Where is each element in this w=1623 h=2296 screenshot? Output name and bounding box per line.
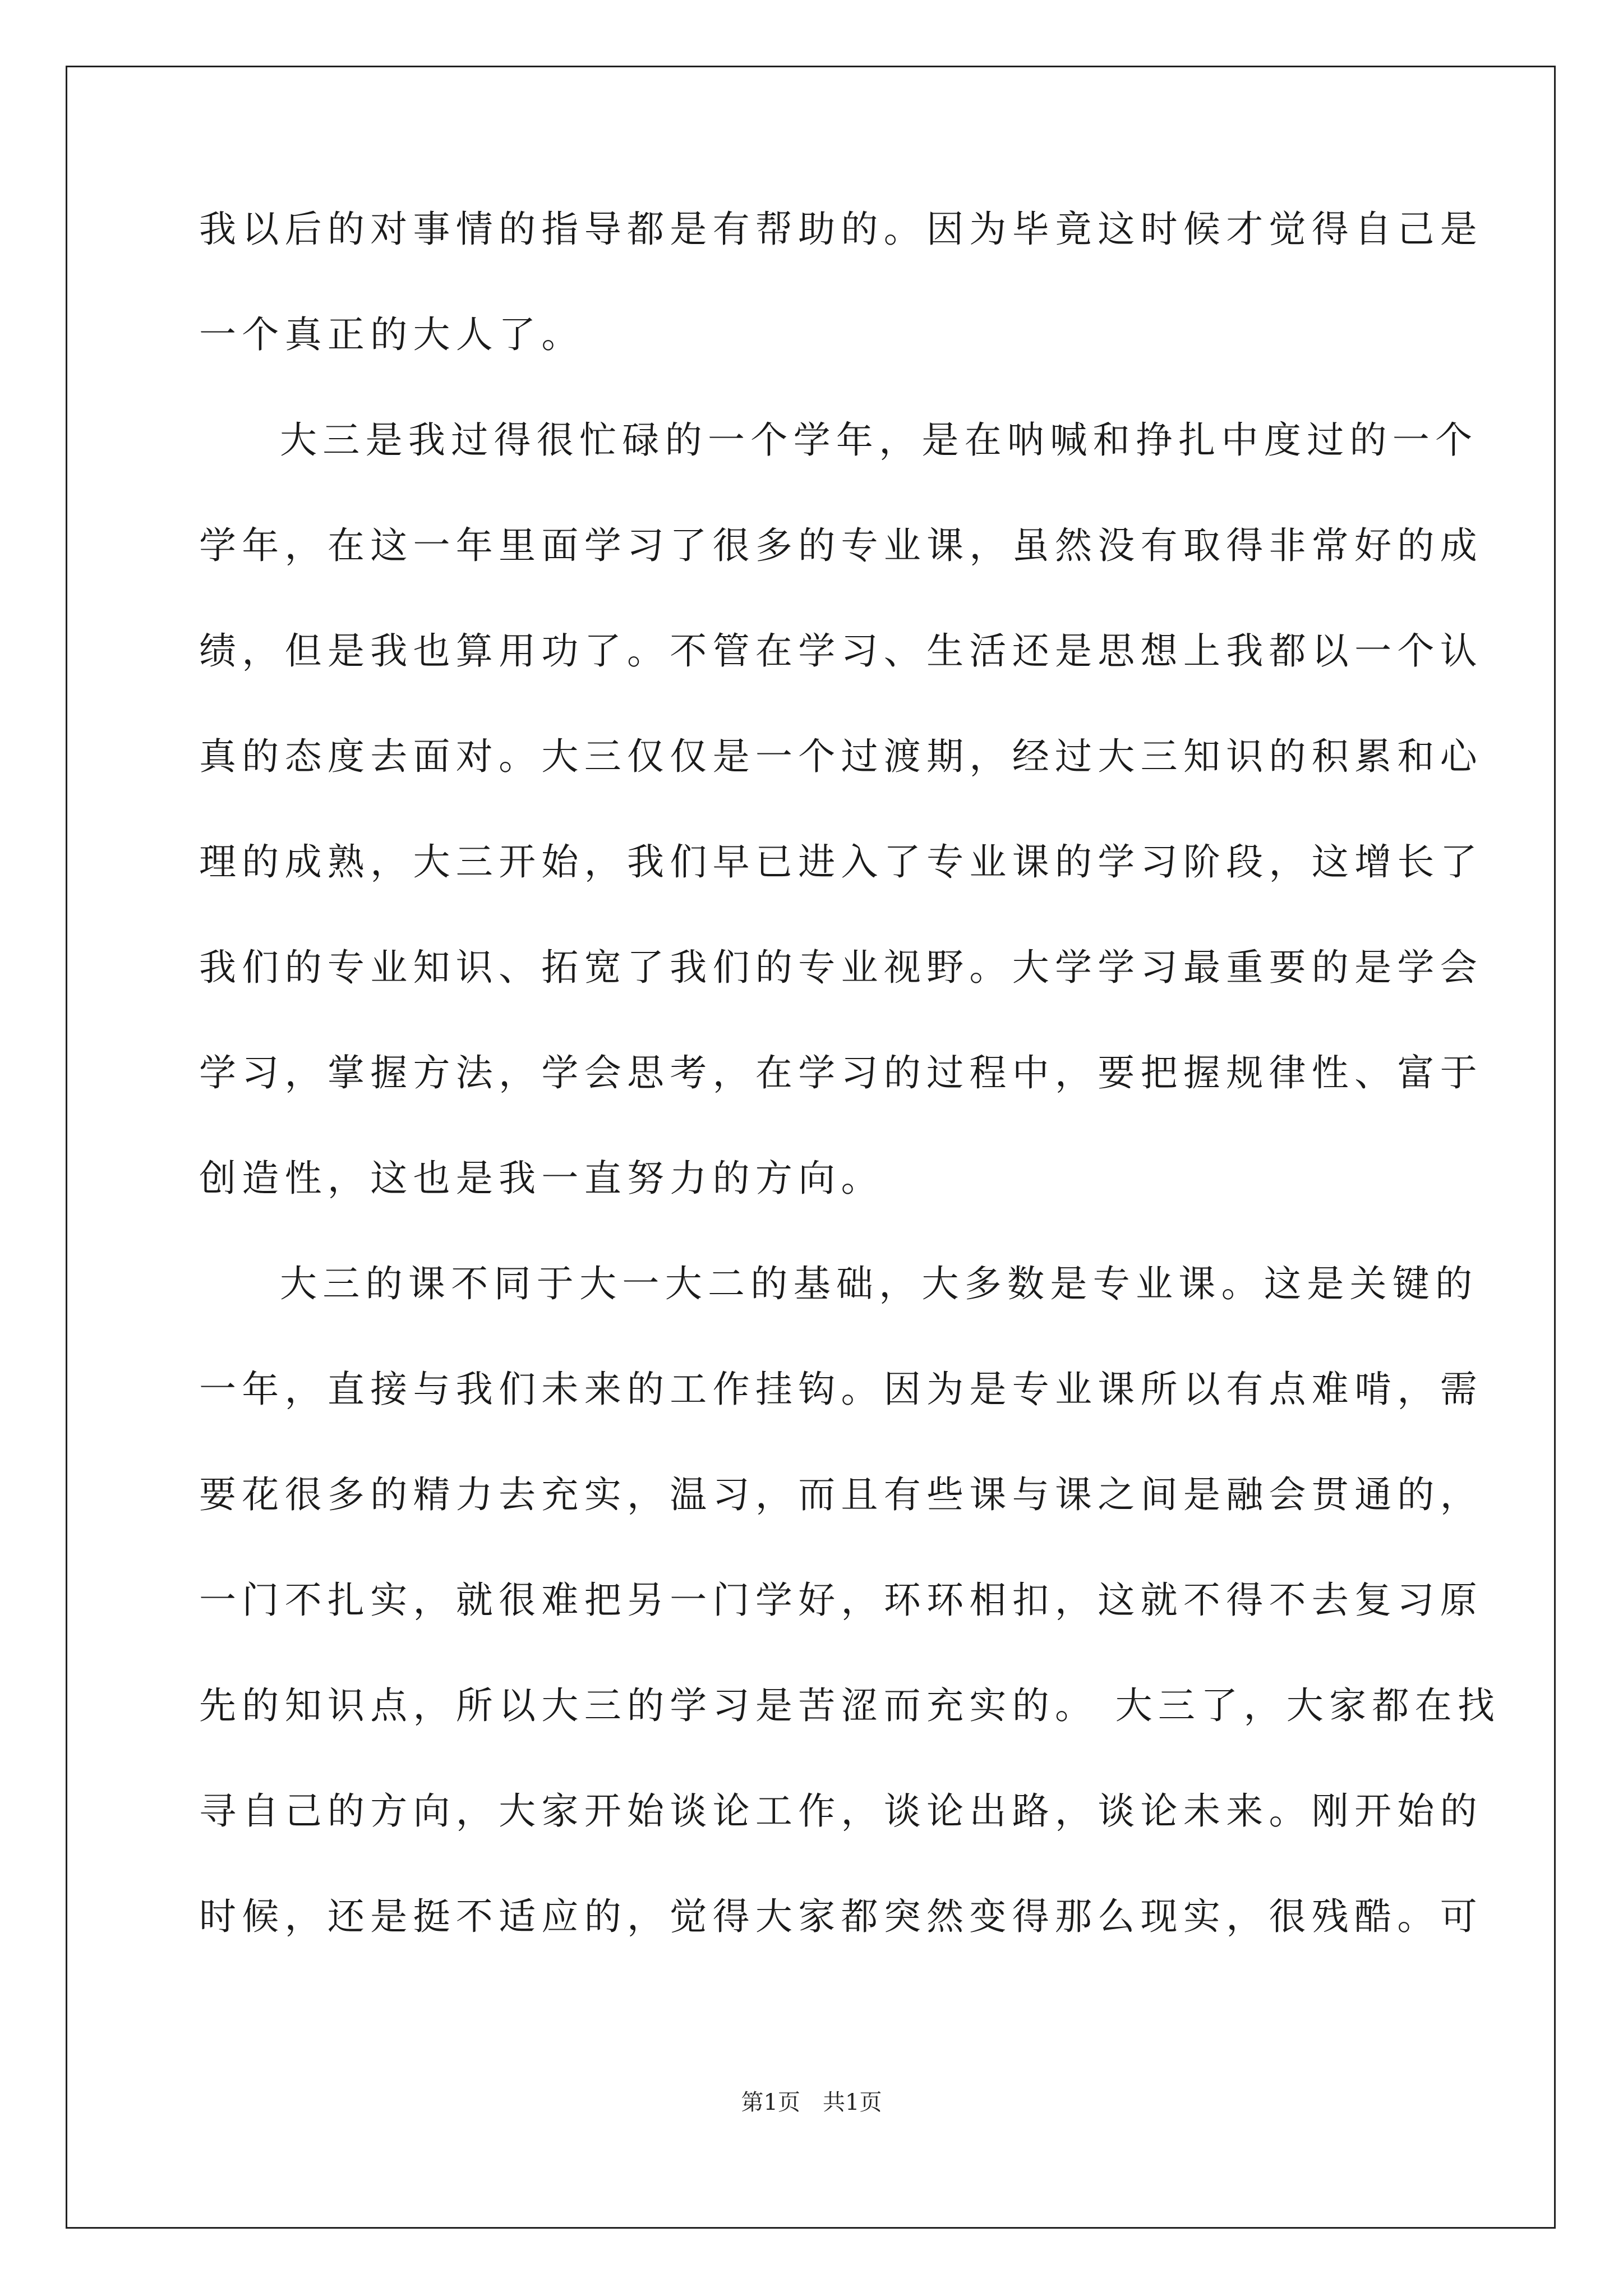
text-line: 学年，在这一年里面学习了很多的专业课，虽然没有取得非常好的成 xyxy=(199,524,1483,567)
text-line: 时候，还是挺不适应的，觉得大家都突然变得那么现实，很残酷。可 xyxy=(199,1895,1483,1938)
text-line: 真的态度去面对。大三仅仅是一个过渡期，经过大三知识的积累和心 xyxy=(199,735,1483,778)
text-line: 我以后的对事情的指导都是有帮助的。因为毕竟这时候才觉得自己是 xyxy=(199,208,1483,251)
page-number-total: 共1页 xyxy=(823,2090,882,2115)
text-line: 绩，但是我也算用功了。不管在学习、生活还是思想上我都以一个认 xyxy=(199,629,1483,673)
text-line: 一年，直接与我们未来的工作挂钩。因为是专业课所以有点难啃，需 xyxy=(199,1368,1483,1411)
text-line: 一门不扎实，就很难把另一门学好，环环相扣，这就不得不去复习原 xyxy=(199,1579,1483,1622)
page-footer xyxy=(0,2091,1623,2114)
paragraph-start-line: 大三的课不同于大一大二的基础，大多数是专业课。这是关键的 xyxy=(280,1262,1478,1305)
text-line: 先的知识点，所以大三的学习是苦涩而充实的。 大三了，大家都在找 xyxy=(199,1684,1501,1727)
text-line: 寻自己的方向，大家开始谈论工作，谈论出路，谈论未来。刚开始的 xyxy=(199,1789,1483,1833)
text-line: 理的成熟，大三开始，我们早已进入了专业课的学习阶段，这增长了 xyxy=(199,840,1483,884)
page-number-current: 第1页 xyxy=(741,2090,800,2115)
paragraph-start-line: 大三是我过得很忙碌的一个学年，是在呐喊和挣扎中度过的一个 xyxy=(280,418,1478,462)
document-body xyxy=(199,208,1501,2004)
text-line: 学习，掌握方法，学会思考，在学习的过程中，要把握规律性、富于 xyxy=(199,1051,1483,1094)
text-line: 我们的专业知识、拓宽了我们的专业视野。大学学习最重要的是学会 xyxy=(199,946,1483,989)
text-line: 创造性，这也是我一直努力的方向。 xyxy=(199,1157,884,1200)
text-line: 一个真正的大人了。 xyxy=(199,313,584,356)
text-line: 要花很多的精力去充实，温习，而且有些课与课之间是融会贯通的， xyxy=(199,1473,1483,1516)
